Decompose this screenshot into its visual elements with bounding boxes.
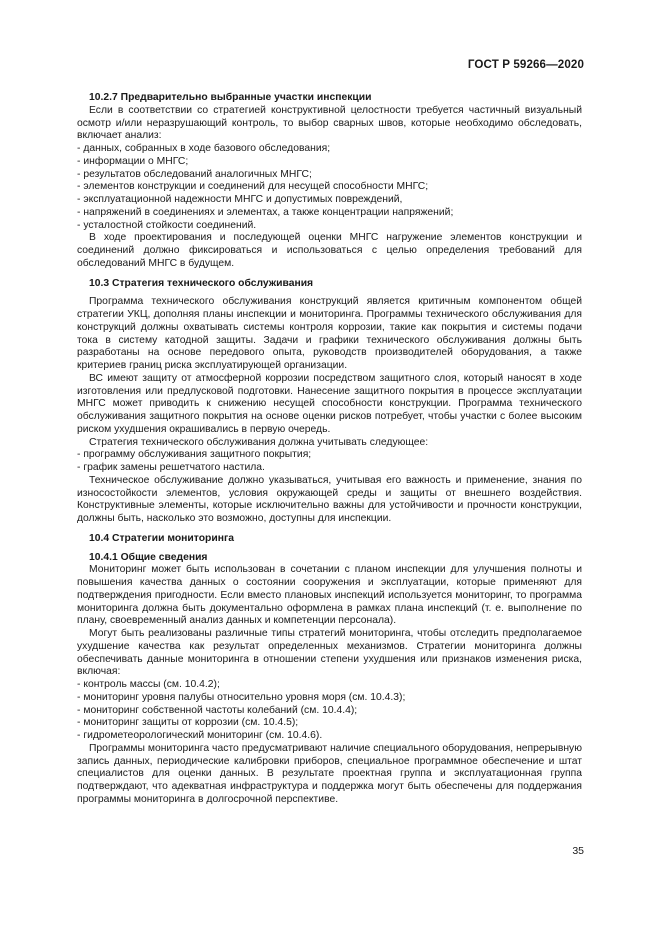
list-item: - гидрометеорологический мониторинг (см. 10.4.6).	[77, 730, 582, 743]
list-item: - данных, собранных в ходе базового обследования;	[77, 143, 582, 156]
paragraph: Техническое обслуживание должно указываться, учитывая его важность и применение, знания по износостойкости элементов, условия окружающей среды и защиты от внешнего воздействия. Конструктивные элементы, которые исключительно важны для устойчивости и прочности конструкции, должны быть, насколько это возможно, доступны для инспекции.	[77, 474, 582, 524]
section-heading-10-2-7: 10.2.7 Предварительно выбранные участки инспекции	[89, 92, 372, 103]
list-item: - информации о МНГС;	[77, 156, 582, 169]
section-heading-10-3: 10.3 Стратегия технического обслуживания	[89, 277, 314, 289]
paragraph: Если в соответствии со стратегией конструктивной целостности требуется частичный визуальный осмотр и/или неразрушающий контроль, то выбор сварных швов, которые необходимо обследовать, включает анализ:	[77, 104, 582, 142]
page-content	[77, 92, 582, 807]
list-item: - мониторинг уровня палубы относительно уровня моря (см. 10.4.3);	[77, 692, 582, 705]
list-item: - программу обслуживания защитного покрытия;	[77, 449, 582, 462]
paragraph: Стратегия технического обслуживания должна учитывать следующее:	[89, 436, 429, 448]
section-heading-10-4: 10.4 Стратегии мониторинга	[89, 532, 235, 544]
list-item: - мониторинг защиты от коррозии (см. 10.4.5);	[77, 717, 582, 730]
paragraph: В ходе проектирования и последующей оценки МНГС нагружение элементов конструкции и соединений должно фиксироваться и использоваться с целью определения требований для обследований МНГС в будущем.	[77, 232, 582, 269]
list-item: - контроль массы (см. 10.4.2);	[77, 679, 582, 692]
page-number: 35	[572, 845, 584, 857]
list-item: - усталостной стойкости соединений.	[77, 220, 582, 233]
list-item: - элементов конструкции и соединений для несущей способности МНГС;	[77, 181, 582, 194]
list-item: - результатов обследований аналогичных МНГС;	[77, 169, 582, 182]
paragraph: Программы мониторинга часто предусматривают наличие специального оборудования, непрерывную запись данных, периодические калибровки приборов, специальное программное обеспечение и штат специалистов для оценки данных. В результате проектная группа и эксплуатационная группа подтверждают, что адекватная инфраструктура и поддержка могут быть обеспечены для поддержания программы мониторинга в долгосрочной перспективе.	[77, 742, 582, 805]
standard-header: ГОСТ Р 59266—2020	[467, 58, 584, 71]
list-item: - мониторинг собственной частоты колебаний (см. 10.4.4);	[77, 705, 582, 718]
paragraph: Программа технического обслуживания конструкций является критичным компонентом общей стратегии УКЦ, дополняя планы инспекции и мониторинга. Программы технического обслуживания для конструкций должны охватывать системы контроля коррозии, такие как покрытия и системы подачи тока в систему катодной защиты. Задачи и графики технического обслуживания должны быть разработаны на основе передового опыта, руководств производителей оборудования, а также критериев границ риска эксплуатирующей организации.	[77, 296, 582, 371]
paragraph: ВС имеют защиту от атмосферной коррозии посредством защитного слоя, который наносят в ходе изготовления или предлусковой подготовки. Нанесение защитного покрытия в процессе эксплуатации МНГС может приводить к снижению несущей способности конструкции. Программа технического обслуживания защитного покрытия на основе оценки рисков потребует, чтобы участки с более высоким риском ухудшения окрашивались в первую очередь.	[77, 372, 582, 435]
list-item: - эксплуатационной надежности МНГС и допустимых повреждений,	[77, 194, 582, 207]
section-heading-10-4-1: 10.4.1 Общие сведения	[89, 551, 208, 563]
list-item: - график замены решетчатого настила.	[77, 462, 582, 475]
list-item: - напряжений в соединениях и элементах, а также концентрации напряжений;	[77, 207, 582, 220]
paragraph: Мониторинг может быть использован в сочетании с планом инспекции для улучшения полноты и повышения качества данных о состоянии сооружения и эксплуатации, которые применяют для подтверждения пригодности. Если вместо плановых инспекций используется мониторинг, то программа мониторинга должна быть документально оформлена в рамках плана инспекций (т. е. выполнение по плану, своевременный анализ данных и компетенции персонала).	[77, 564, 582, 627]
paragraph: Могут быть реализованы различные типы стратегий мониторинга, чтобы отследить предполагаемое ухудшение качества как результат определенных механизмов. Стратегии мониторинга должны обеспечивать данные мониторинга в отношении степени ухудшения или признаков изменения риска, включая:	[77, 628, 582, 678]
